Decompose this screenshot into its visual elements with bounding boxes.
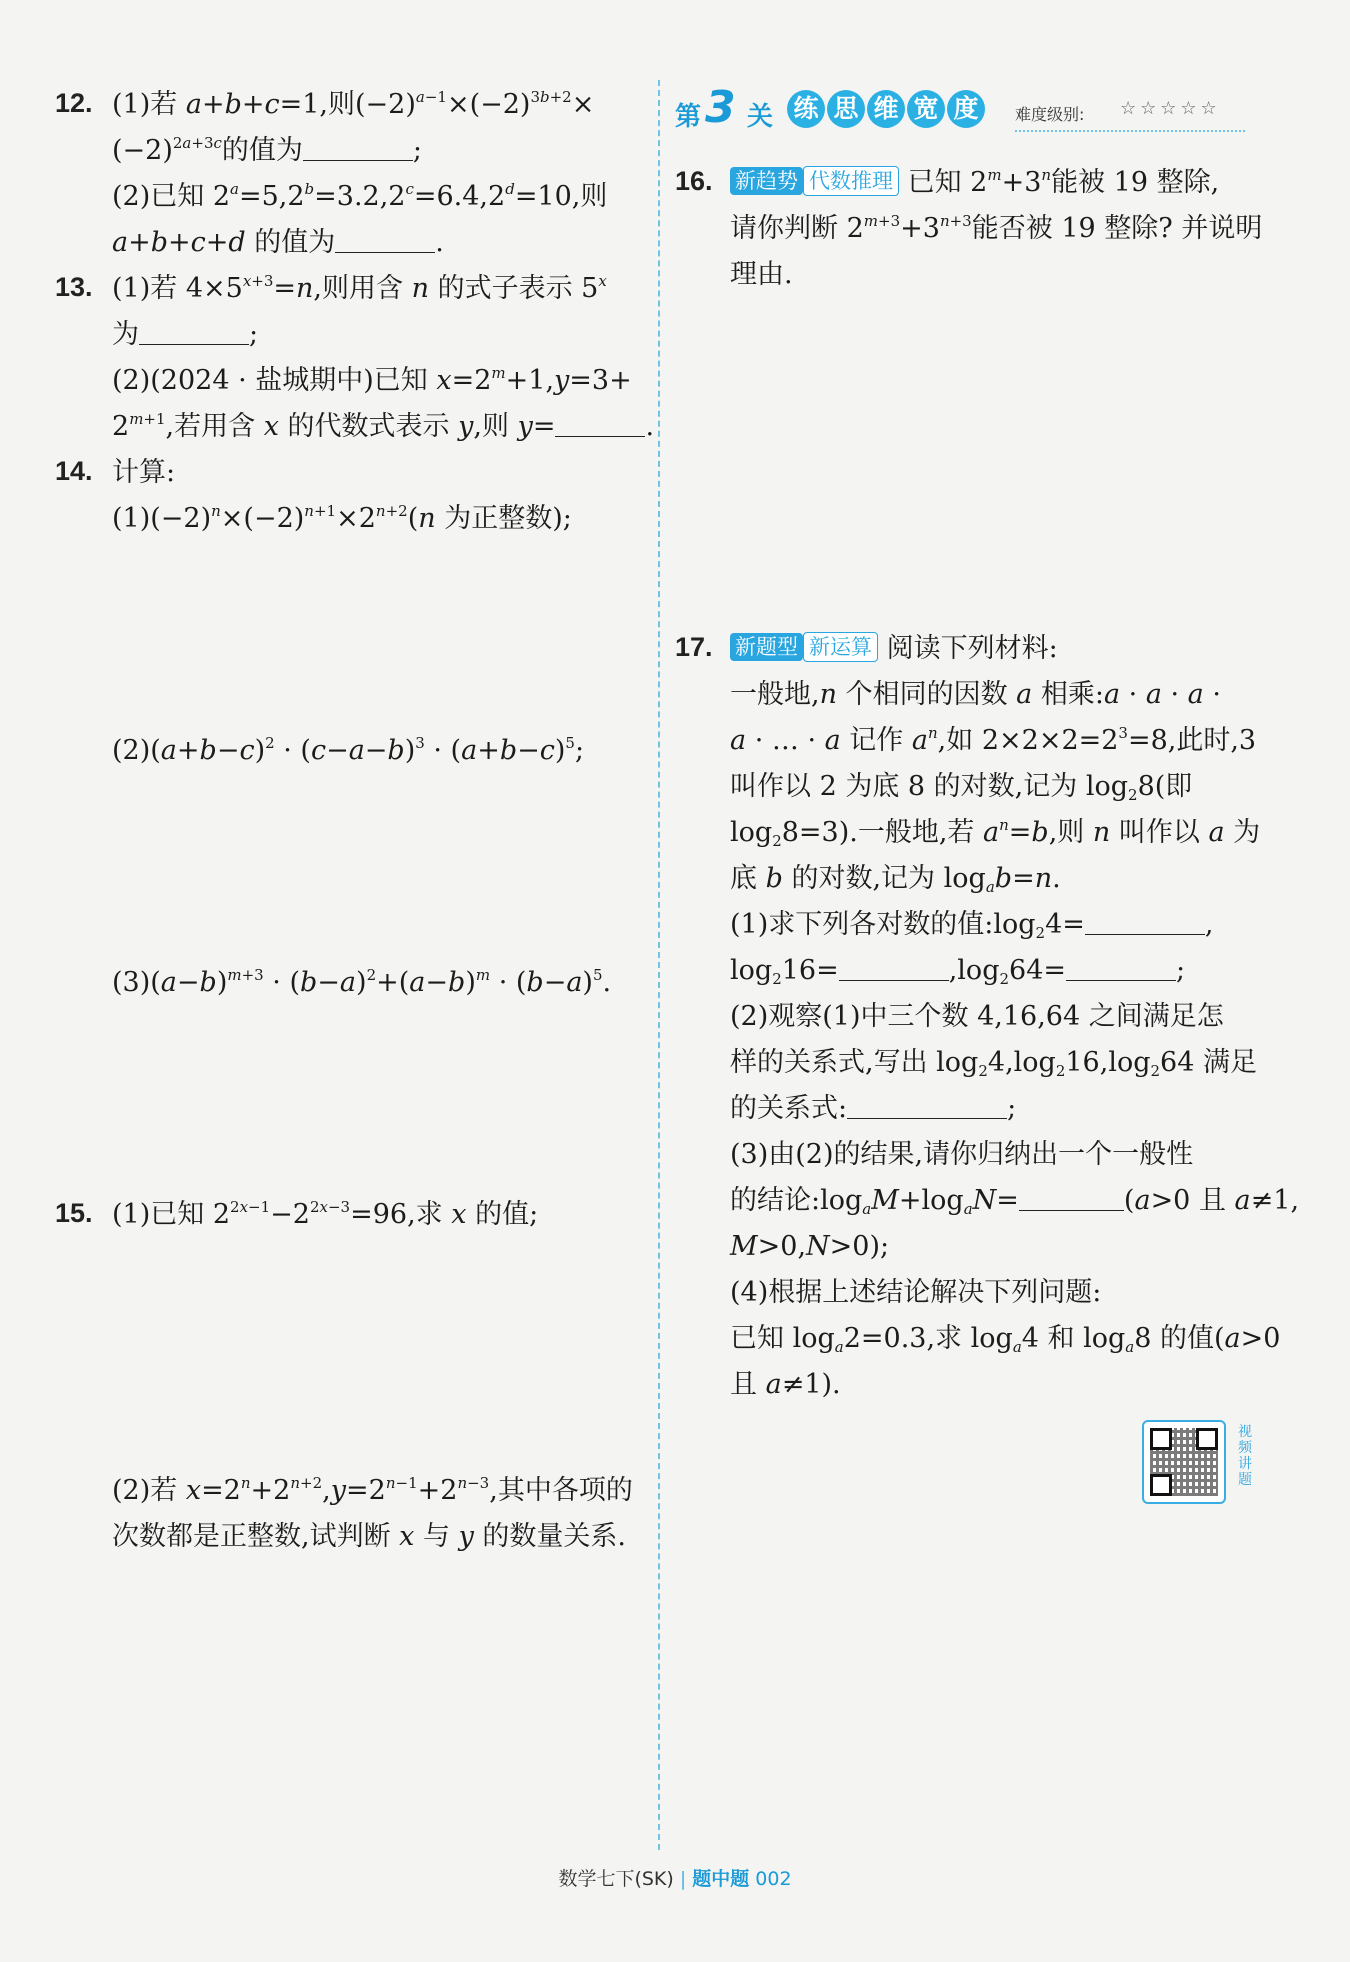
difficulty-stars: ☆☆☆☆☆ — [1120, 98, 1221, 119]
header-char: 维 — [867, 90, 905, 128]
q15-part-2-line-2: 次数都是正整数,试判断 x 与 y 的数量关系. — [112, 1521, 627, 1552]
question-number-14: 14. — [55, 456, 93, 486]
footer-separator: | — [679, 1868, 687, 1890]
q17-line-2: 一般地,n 个相同的因数 a 相乘:a · a · a · — [730, 679, 1221, 710]
question-number-17: 17. — [675, 632, 713, 662]
footer-page-number: 002 — [755, 1868, 792, 1890]
header-char: 宽 — [907, 90, 945, 128]
q12-line-2: $(-2)^{2a+3c}$的值为 ; — [112, 128, 422, 174]
question-number-13: 13. — [55, 272, 93, 302]
qr-code[interactable] — [1142, 1420, 1226, 1504]
question-number-16: 16. — [675, 166, 713, 196]
header-char: 度 — [947, 90, 985, 128]
q17-part-3-line-1: (3)由(2)的结果,请你归纳出一个一般性 — [730, 1139, 1194, 1170]
q17-part-1-line-2: $\log_216= ,\log_264=$ ; — [730, 948, 1185, 994]
question-number-15: 15. — [55, 1198, 93, 1228]
q17-line-6: 底 b 的对数,记为 $\log_ab=n$. — [730, 863, 1061, 896]
q17-part-3-line-2: 的结论$:\log_aM+\log_aN= (a>0$ 且 a≠1, — [730, 1178, 1299, 1224]
q13-line-2: 为 ; — [112, 312, 258, 358]
q12-line-1: (1)若 a+b+c=1,则$(-2)^{a-1}\times(-2)^{3b+2}\times$ — [112, 88, 595, 120]
q17-intro: 阅读下列材料: — [886, 633, 1058, 664]
q17-line-4: 叫作以 2 为底 8 的对数,记为 $\log_28$(即 — [730, 771, 1193, 804]
q16-line-3: 理由. — [730, 259, 793, 290]
q13-line-3: (2)(2024 · 盐城期中)已知 $x=2^m+1,y=3+$ — [112, 364, 632, 396]
tag-algebra-reasoning: 代数推理 — [803, 166, 899, 196]
q15-part-2-line-1: (2)若 $x=2^n+2^{n+2},y=2^{n-1}+2^{n-3}$,其中各项的 — [112, 1474, 633, 1506]
header-level-number: 3 — [705, 82, 736, 133]
q17-part-1-line-1: (1)求下列各对数的值$:\log_24=$ , — [730, 902, 1213, 948]
q16-line-1: 新趋势 代数推理 已知 $2^m+3^n$能被 19 整除, — [730, 160, 1219, 206]
footer-brand: 题中题 — [692, 1868, 750, 1890]
qr-video-label: 视频讲题 — [1238, 1424, 1252, 1488]
header-guan: 关 — [747, 102, 774, 132]
question-number-12: 12. — [55, 88, 93, 118]
q17-part-2-line-2: 样的关系式,写出 $\log_24,\log_216,\log_264$ 满足 — [730, 1047, 1257, 1080]
column-divider — [658, 80, 660, 1850]
q17-line-3: a · … · a 记作 $a^n$,如 $2\times 2\times 2=2^3=8$,此时,3 — [730, 724, 1257, 756]
tag-trend: 新趋势 — [730, 167, 803, 195]
footer-book: 数学七下(SK) — [558, 1868, 674, 1890]
q12-line-4: a+b+c+d 的值为 . — [112, 220, 444, 266]
q17-line-1 — [730, 626, 1058, 672]
q15-part-1: (1)已知 $2^{2x-1}-2^{2x-3}=96$,求 x 的值; — [112, 1198, 539, 1230]
tag-new-type: 新题型 — [730, 633, 803, 661]
q14-part-3: $(3)(a-b)^{m+3} \cdot (b-a)^2+(a-b)^m \cdot (b-a)^5$. — [112, 966, 612, 998]
q13-line-1: (1)若 $4\times 5^{x+3}=n$,则用含 n 的式子表示 5$^x$ — [112, 272, 607, 304]
q17-part-4-line-3: 且 a≠1). — [730, 1369, 841, 1400]
header-char: 思 — [827, 90, 865, 128]
q14-part-1: $(1)(-2)^n\times(-2)^{n+1}\times 2^{n+2}(n$ 为正整数); — [112, 502, 572, 534]
qr-finder-pattern — [1150, 1474, 1172, 1496]
q17-line-5: $\log_28=3$).一般地,若 $a^n=b$,则 n 叫作以 a 为 — [730, 816, 1261, 850]
q17-part-2-line-1: (2)观察(1)中三个数 4,16,64 之间满足怎 — [730, 1001, 1224, 1032]
q14-title: 计算: — [112, 457, 176, 488]
header-title — [787, 90, 985, 128]
header-di: 第 — [675, 102, 702, 132]
page-footer — [0, 1864, 1350, 1891]
header-dotted-line — [1015, 130, 1245, 132]
q17-part-3-line-3: M>0,N>0); — [730, 1231, 890, 1262]
q17-part-4-line-1: (4)根据上述结论解决下列问题: — [730, 1277, 1102, 1308]
q16-line-2: 请你判断 $2^{m+3}+3^{n+3}$能否被 19 整除? 并说明 — [730, 212, 1263, 244]
difficulty-label: 难度级别: — [1015, 105, 1085, 124]
qr-finder-pattern — [1196, 1428, 1218, 1450]
header-char: 练 — [787, 90, 825, 128]
q14-part-2: $(2)(a+b-c)^2 \cdot (c-a-b)^3 \cdot (a+b-c)^5$; — [112, 734, 585, 766]
qr-finder-pattern — [1150, 1428, 1172, 1450]
q13-line-4: $2^{m+1}$,若用含 x 的代数式表示 y,则 y= . — [112, 404, 654, 450]
tag-new-operation: 新运算 — [803, 632, 878, 662]
q17-part-2-line-3: 的关系式: ; — [730, 1086, 1016, 1132]
q17-part-4-line-2: 已知 $\log_a2=0.3$,求 $\log_a4$ 和 $\log_a8$ 的值(a>0 — [730, 1323, 1281, 1356]
q12-line-3: (2)已知 $2^a=5,2^b=3.2,2^c=6.4,2^d=10$,则 — [112, 180, 608, 212]
section-header — [675, 82, 1255, 138]
